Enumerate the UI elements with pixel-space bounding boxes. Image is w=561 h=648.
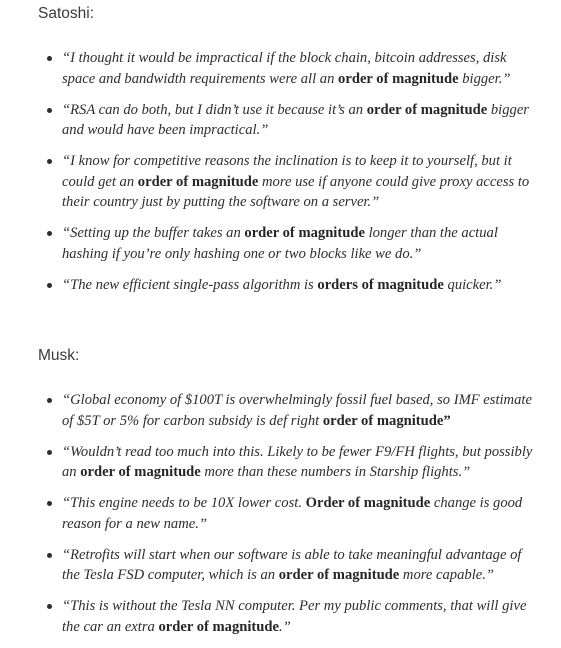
quote-text [62, 102, 529, 139]
quote-segment: quicker.” [443, 276, 502, 293]
quote-segment: more capable.” [399, 567, 494, 583]
list-item [0, 493, 561, 534]
quote-list [0, 48, 561, 306]
emphasis-text: order of magnitude [338, 70, 459, 87]
quote-segment: change is good reason for a new name.” [62, 495, 523, 532]
emphasis-text: order of magnitude [158, 618, 279, 635]
bullet-icon [47, 398, 52, 403]
quote-segment: “I thought it would be impractical if the block chain, bitcoin addresses, disk space and bandwidth requirements were all an [62, 50, 507, 87]
quote-segment: “RSA can do both, but I didn’t use it because it’s an [62, 101, 367, 118]
quote-text [62, 598, 526, 635]
quote-segment: bigger and would have been impractical.” [62, 101, 529, 138]
list-item [0, 442, 561, 483]
bullet-icon [47, 108, 52, 113]
quote-text [62, 153, 529, 210]
section-heading: Satoshi: [38, 5, 95, 22]
quote-segment: “Retrofits will start when our software is able to take meaningful advantage of the Tesla FSD computer, which is an [62, 546, 522, 583]
bullet-icon [47, 553, 52, 558]
emphasis-text: order of magnitude [278, 567, 400, 583]
quote-segment: .” [279, 618, 291, 635]
list-item [0, 390, 561, 431]
quote-text [62, 547, 521, 584]
quote-list [0, 390, 561, 648]
bullet-icon [47, 56, 52, 61]
quote-segment: more than these numbers in Starship flights.” [200, 464, 471, 480]
bullet-icon [47, 231, 52, 236]
section-heading: Musk: [38, 347, 80, 364]
quote-text [62, 495, 522, 532]
bullet-icon [47, 604, 52, 609]
quote-segment: “I know for competitive reasons the inclination is to keep it to yourself, but it could get an [62, 153, 512, 190]
emphasis-text: order of magnitude [322, 412, 444, 429]
emphasis-text: order of magnitude [244, 225, 365, 241]
list-item [0, 48, 561, 89]
bullet-icon [47, 283, 52, 288]
quote-segment: more use if anyone could give proxy access to their country just by putting the software on a server.” [62, 173, 530, 210]
quote-segment: “Wouldn’t read too much into this. Likely to be fewer F9/FH flights, but possibly an [62, 443, 533, 480]
emphasis-text: ” [443, 412, 451, 429]
quote-segment: bigger.” [458, 70, 511, 87]
quote-text [62, 392, 532, 429]
quote-segment: “The new efficient single-pass algorithm is [62, 276, 318, 293]
emphasis-text: order of magnitude [366, 101, 488, 118]
emphasis-text: orders of magnitude [317, 276, 444, 293]
list-item [0, 596, 561, 637]
quote-text [62, 444, 532, 481]
quote-segment: longer than the actual hashing if you’re only hashing one or two blocks like we do.” [62, 225, 498, 262]
quote-text [62, 225, 498, 262]
list-item [0, 223, 561, 264]
list-item [0, 151, 561, 213]
quote-segment: “This engine needs to be 10X lower cost. [62, 495, 306, 511]
emphasis-text: Order of magnitude [305, 495, 431, 511]
emphasis-text: order of magnitude [80, 464, 201, 480]
quote-text [62, 277, 501, 293]
emphasis-text: order of magnitude [137, 173, 259, 190]
quote-text [62, 50, 510, 87]
bullet-icon [47, 159, 52, 164]
bullet-icon [47, 450, 52, 455]
list-item [0, 275, 561, 296]
list-item [0, 100, 561, 141]
quote-segment: “Global economy of $100T is overwhelmingly fossil fuel based, so IMF estimate of $5T or 5% for carbon subsidy is def right [62, 392, 532, 429]
list-item [0, 545, 561, 586]
quote-segment: “This is without the Tesla NN computer. Per my public comments, that will give the car an extra [62, 598, 527, 635]
bullet-icon [47, 501, 52, 506]
quote-segment: “Setting up the buffer takes an [62, 225, 245, 241]
